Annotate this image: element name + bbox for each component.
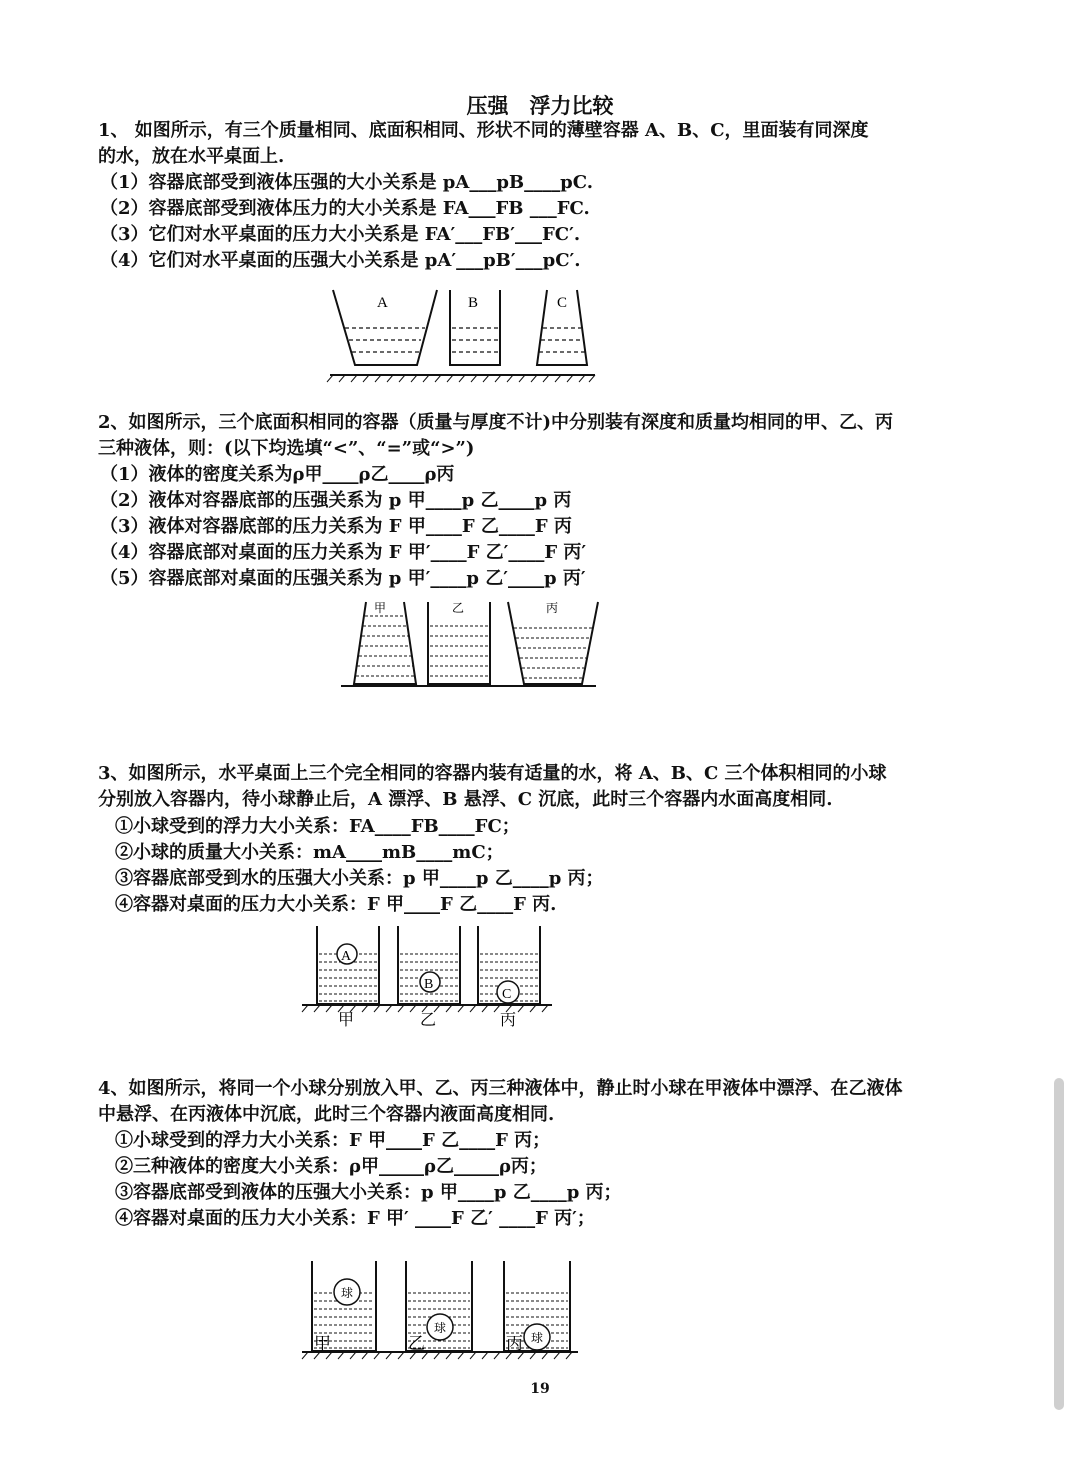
q1-item-1: （1）容器底部受到液体压强的大小关系是 pA___pB____pC.: [100, 172, 594, 193]
q2-item-1: （1）液体的密度关系为ρ甲____ρ乙____ρ丙: [100, 464, 455, 485]
q4-label-jia: 甲: [314, 1334, 331, 1354]
q1-stem-line2: 的水，放在水平桌面上.: [98, 146, 285, 167]
q3-ball-label-c: C: [502, 987, 512, 1002]
q3-label-yi: 乙: [420, 1010, 437, 1029]
page-number: 19: [530, 1381, 550, 1397]
q1-item-4: （4）它们对水平桌面的压强大小关系是 pA′___pB′___pC′.: [100, 250, 581, 271]
q2-item-2: （2）液体对容器底部的压强关系为 p 甲____p 乙____p 丙: [100, 490, 572, 511]
q1-stem-line1: 1、 如图所示，有三个质量相同、底面积相同、形状不同的薄壁容器 A、B、C，里面装有同深度: [98, 120, 869, 141]
q4-containers-figure: [300, 1255, 580, 1365]
q3-item-4: ④容器对桌面的压力大小关系：F 甲____F 乙____F 丙.: [115, 894, 557, 915]
q3-item-3: ③容器底部受到水的压强大小关系：p 甲____p 乙____p 丙；: [115, 868, 604, 889]
q2-containers-figure: [338, 598, 600, 694]
q3-item-2: ②小球的质量大小关系：mA____mB____mC；: [115, 842, 504, 863]
q4-label-bing: 丙: [506, 1334, 523, 1354]
q4-ball-label-jia: 球: [341, 1286, 354, 1300]
q1-item-2: （2）容器底部受到液体压力的大小关系是 FA___FB ___FC.: [100, 198, 590, 219]
q1-label-b: B: [468, 295, 479, 311]
q3-ball-label-a: A: [341, 949, 352, 964]
q3-label-bing: 丙: [500, 1010, 517, 1029]
page-title: 压强 浮力比较: [466, 93, 614, 118]
q4-item-2: ②三种液体的密度大小关系：ρ甲_____ρ乙_____ρ丙；: [115, 1156, 547, 1177]
q4-item-4: ④容器对桌面的压力大小关系：F 甲′ ____F 乙′ ____F 丙′；: [115, 1208, 595, 1229]
q4-stem-line2: 中悬浮、在丙液体中沉底，此时三个容器内液面高度相同.: [98, 1104, 555, 1125]
q1-item-3: （3）它们对水平桌面的压力大小关系是 FA′___FB′___FC′.: [100, 224, 581, 245]
q3-containers-figure: [300, 922, 555, 1032]
q1-containers-figure: [325, 285, 600, 385]
q4-item-3: ③容器底部受到液体的压强大小关系：p 甲____p 乙____p 丙；: [115, 1182, 622, 1203]
q3-stem-line1: 3、如图所示，水平桌面上三个完全相同的容器内装有适量的水，将 A、B、C 三个体积相同的小球: [98, 763, 887, 784]
q4-label-yi: 乙: [408, 1334, 425, 1354]
q4-item-1: ①小球受到的浮力大小关系：F 甲____F 乙____F 丙；: [115, 1130, 551, 1151]
q1-label-a: A: [377, 295, 388, 311]
q4-stem-line1: 4、如图所示，将同一个小球分别放入甲、乙、丙三种液体中，静止时小球在甲液体中漂浮、在乙液体: [98, 1078, 903, 1099]
q4-ball-label-bing: 球: [531, 1331, 544, 1345]
q4-ball-label-yi: 球: [434, 1321, 447, 1335]
q2-item-4: （4）容器底部对桌面的压力关系为 F 甲′____F 乙′____F 丙′: [100, 542, 587, 563]
q2-item-3: （3）液体对容器底部的压力关系为 F 甲____F 乙____F 丙: [100, 516, 572, 537]
q3-stem-line2: 分别放入容器内，待小球静止后，A 漂浮、B 悬浮、C 沉底，此时三个容器内水面高度相同.: [98, 789, 833, 810]
q2-label-jia: 甲: [374, 601, 387, 615]
q2-label-bing: 丙: [546, 601, 559, 615]
q3-item-1: ①小球受到的浮力大小关系：FA____FB____FC；: [115, 816, 520, 837]
q3-ball-label-b: B: [424, 977, 434, 992]
vertical-scrollbar[interactable]: [1054, 1078, 1064, 1410]
q2-stem-line1: 2、如图所示，三个底面积相同的容器（质量与厚度不计)中分别装有深度和质量均相同的甲、乙、丙: [98, 412, 894, 433]
q2-stem-line2: 三种液体，则：(以下均选填“<”、“=”或“>”): [98, 438, 475, 459]
q2-label-yi: 乙: [452, 601, 465, 615]
q3-label-jia: 甲: [338, 1010, 355, 1029]
q1-label-c: C: [557, 295, 568, 311]
q2-item-5: （5）容器底部对桌面的压强关系为 p 甲′____p 乙′____p 丙′: [100, 568, 586, 589]
